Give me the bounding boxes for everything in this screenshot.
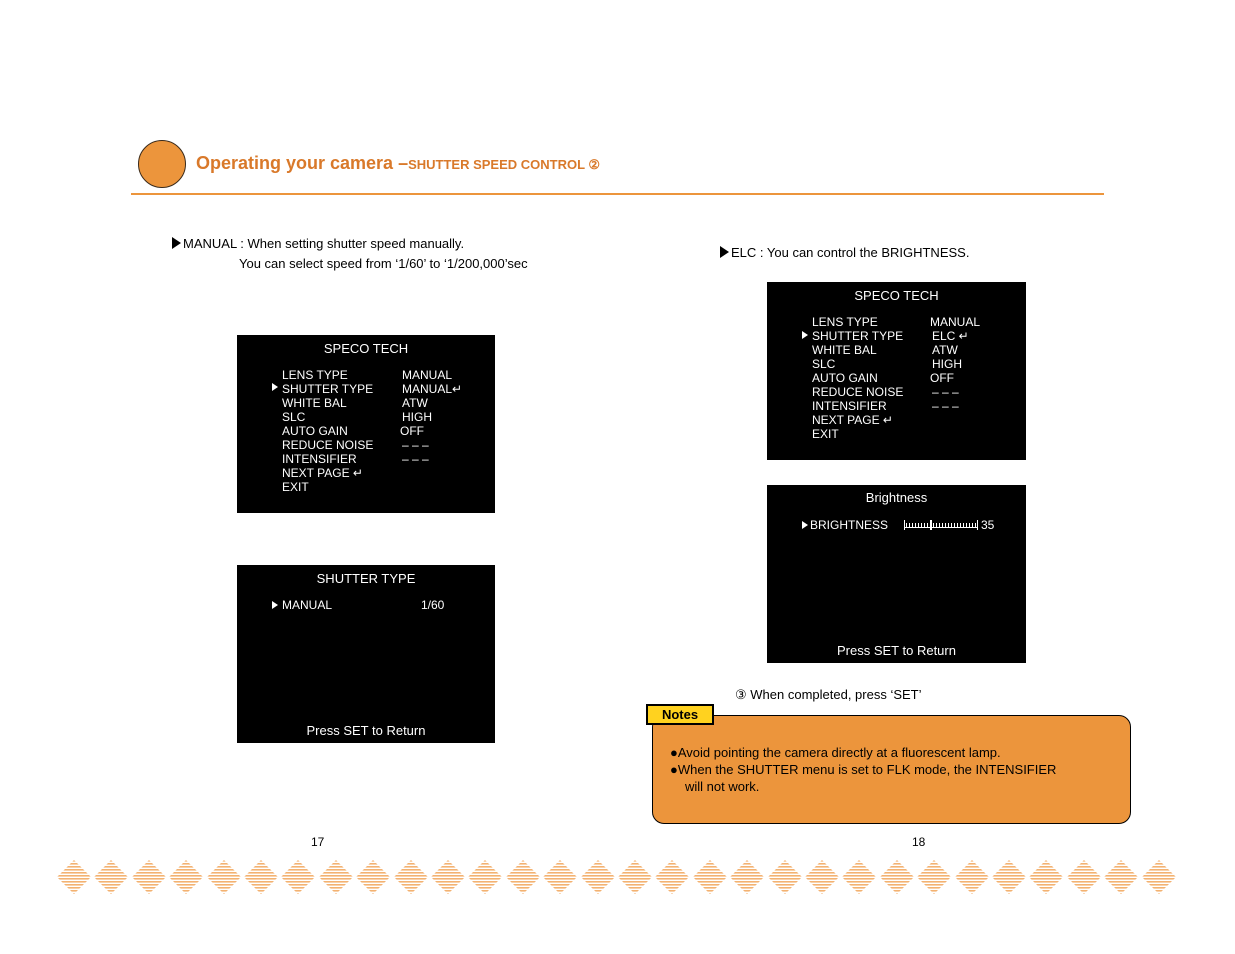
osd-footer: Press SET to Return [837, 643, 956, 658]
diamond-ornament [94, 860, 128, 894]
menu-pointer-icon [272, 601, 278, 609]
menu-value-lens-type: MANUAL [402, 368, 453, 382]
diamond-ornament [1142, 860, 1176, 894]
diamond-ornament [394, 860, 428, 894]
menu-item-intensifier: INTENSIFIER [812, 399, 887, 413]
osd-brightness-title: Brightness [865, 490, 928, 505]
diamond-ornament [506, 860, 540, 894]
menu-item-auto-gain: AUTO GAIN [812, 371, 878, 385]
osd-shutter-title: SHUTTER TYPE [316, 571, 416, 586]
osd-menu-title: SPECO TECH [854, 288, 939, 303]
bullet-arrow-icon [172, 237, 181, 249]
diamond-ornament [955, 860, 989, 894]
menu-value-reduce-noise: – – – [932, 385, 959, 399]
diamond-ornament [805, 860, 839, 894]
diamond-ornament [917, 860, 951, 894]
menu-value-shutter-type: MANUAL↵ [402, 382, 463, 396]
shutter-speed-value: 1/60 [421, 598, 445, 612]
menu-item-white-bal: WHITE BAL [282, 396, 347, 410]
chapter-circle-icon [138, 140, 186, 188]
menu-item-slc: SLC [812, 357, 836, 371]
diamond-ornament [1029, 860, 1063, 894]
notes-box [652, 715, 1131, 824]
osd-footer: Press SET to Return [306, 723, 426, 738]
menu-item-reduce-noise: REDUCE NOISE [812, 385, 904, 399]
bullet-arrow-icon [720, 246, 729, 258]
menu-item-next-page: NEXT PAGE ↵ [282, 466, 363, 480]
menu-item-exit: EXIT [812, 427, 839, 441]
menu-value-auto-gain: OFF [400, 424, 424, 438]
menu-item-intensifier: INTENSIFIER [282, 452, 357, 466]
menu-item-reduce-noise: REDUCE NOISE [282, 438, 374, 452]
page-number-right: 18 [912, 835, 926, 849]
notes-tag: Notes [646, 704, 714, 725]
diamond-ornament [581, 860, 615, 894]
menu-item-lens-type: LENS TYPE [812, 315, 878, 329]
osd-menu-title: SPECO TECH [323, 341, 409, 356]
osd-main-menu-left [237, 335, 495, 513]
menu-value-intensifier: – – – [402, 452, 429, 466]
menu-value-white-bal: ATW [932, 343, 958, 357]
diamond-ornament [1067, 860, 1101, 894]
manual-range-text: You can select speed from ‘1/60’ to ‘1/200,000’sec [239, 256, 528, 271]
menu-item-white-bal: WHITE BAL [812, 343, 877, 357]
manual-description: MANUAL : When setting shutter speed manually. [172, 236, 464, 251]
diamond-ornament [57, 860, 91, 894]
menu-item-lens-type: LENS TYPE [282, 368, 348, 382]
diamond-ornament [356, 860, 390, 894]
diamond-ornament [693, 860, 727, 894]
menu-value-reduce-noise: – – – [402, 438, 429, 452]
note-1: ●Avoid pointing the camera directly at a fluorescent lamp. [670, 745, 1001, 760]
menu-pointer-icon [802, 331, 808, 339]
page-title [196, 153, 600, 174]
menu-value-intensifier: – – – [932, 399, 959, 413]
slider-track [905, 527, 977, 528]
menu-value-slc: HIGH [402, 410, 432, 424]
slider-knob [930, 520, 932, 530]
diamond-ornament [730, 860, 764, 894]
menu-value-auto-gain: OFF [930, 371, 954, 385]
step-3-text: ③ When completed, press ‘SET’ [735, 687, 922, 702]
page-number-left: 17 [311, 835, 325, 849]
menu-item-exit: EXIT [282, 480, 309, 494]
diamond-ornament [468, 860, 502, 894]
menu-value-white-bal: ATW [402, 396, 428, 410]
menu-item-shutter-type: SHUTTER TYPE [812, 329, 904, 343]
menu-pointer-icon [802, 521, 808, 529]
note-2-continued: will not work. [685, 779, 760, 794]
menu-item-auto-gain: AUTO GAIN [282, 424, 348, 438]
diamond-ornament [992, 860, 1026, 894]
menu-item-next-page: NEXT PAGE ↵ [812, 413, 893, 427]
diamond-ornament [281, 860, 315, 894]
brightness-slider [904, 520, 978, 530]
diamond-ornament [169, 860, 203, 894]
menu-value-lens-type: MANUAL [930, 315, 981, 329]
header-divider [131, 193, 1104, 195]
menu-value-slc: HIGH [932, 357, 962, 371]
diamond-ornament [1104, 860, 1138, 894]
elc-description: ELC : You can control the BRIGHTNESS. [720, 245, 969, 260]
diamond-ornament [431, 860, 465, 894]
osd-shutter-type [237, 565, 495, 743]
menu-item-shutter-type: SHUTTER TYPE [282, 382, 374, 396]
diamond-ornament [207, 860, 241, 894]
brightness-label: BRIGHTNESS [810, 518, 889, 532]
diamond-ornament [768, 860, 802, 894]
diamond-ornament [319, 860, 353, 894]
diamond-ornament [880, 860, 914, 894]
diamond-ornament [244, 860, 278, 894]
osd-main-menu-right [767, 282, 1026, 460]
title-main: Operating your camera – [196, 153, 409, 173]
shutter-mode-label: MANUAL [282, 598, 333, 612]
menu-pointer-icon [272, 383, 278, 391]
title-sub: SHUTTER SPEED CONTROL ② [408, 157, 601, 172]
note-2: ●When the SHUTTER menu is set to FLK mode, the INTENSIFIER [670, 762, 1057, 777]
diamond-ornament [842, 860, 876, 894]
diamond-ornament [618, 860, 652, 894]
diamond-ornament [543, 860, 577, 894]
diamond-ornament [655, 860, 689, 894]
osd-brightness [767, 485, 1026, 663]
menu-item-slc: SLC [282, 410, 306, 424]
diamond-ornament [132, 860, 166, 894]
menu-value-shutter-type: ELC ↵ [932, 329, 969, 343]
brightness-value: 35 [981, 518, 995, 532]
